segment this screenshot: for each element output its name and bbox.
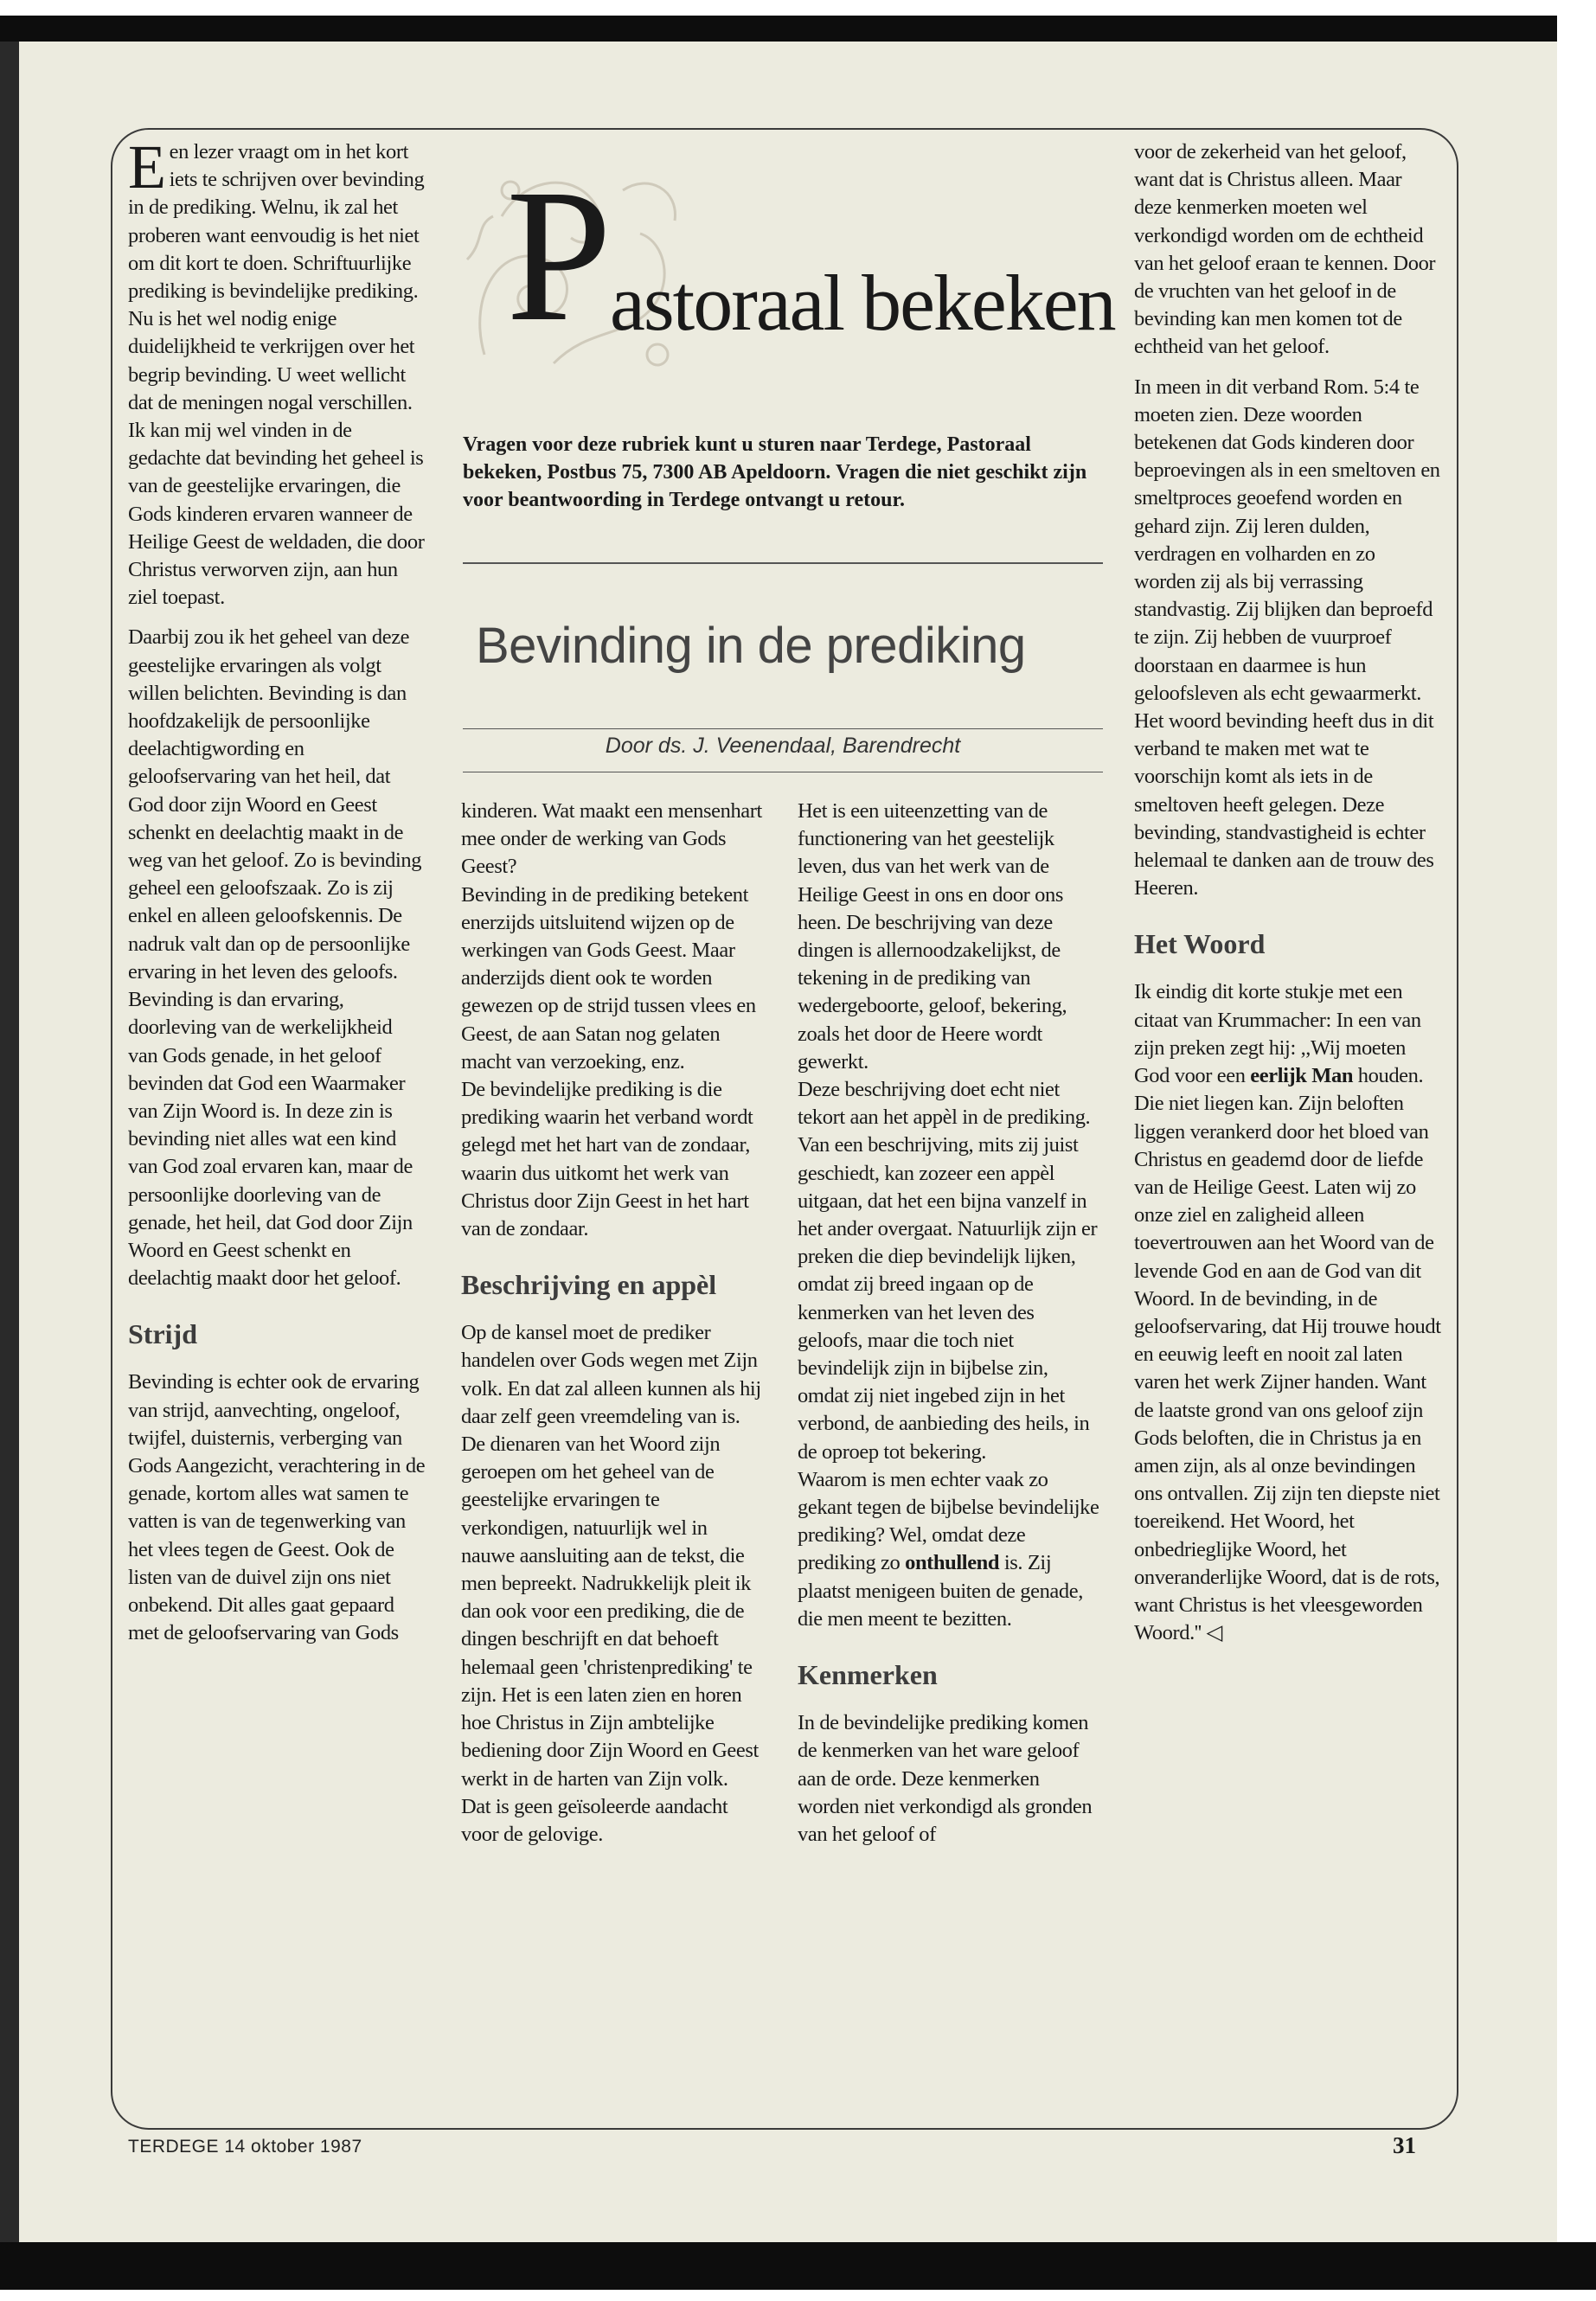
divider — [463, 728, 1103, 729]
paragraph: Deze beschrijving doet echt niet tekort aan het appèl in de prediking. Van een beschrijving, mits zij juist geschiedt, kan zozeer een appèl uitgaan, dat het een bijna vanzelf in het ander overgaat. Natuurlijk zijn er preken die diep bevindelijk lijken, omdat zij breed ingaan op de kenmerken van het leven des geloofs, maar die toch niet bevindelijk zijn in bijbelse zin, omdat zij niet ingebed zijn in het verbond, de aanbieding des heils, in de oproep tot bekering. — [798, 1078, 1098, 1464]
paragraph: voor de zekerheid van het geloof, want dat is Christus alleen. Maar deze kenmerken moeten wel verkondigd worden om de echtheid van het geloof eraan te kennen. Door de vruchten van het geloof in de bevinding kan men komen tot de echtheid van het geloof. — [1134, 140, 1436, 359]
paragraph: en lezer vraagt om in het kort iets te schrijven over bevinding in de prediking. Welnu, ik zal het proberen want eenvoudig is het niet om dit kort te doen. Schriftuurlijke prediking is bevindelijke prediking. Nu is het wel nodig enige duidelijkheid te verkrijgen over het begrip bevinding. U weet wellicht dat de meningen nogal verschillen. Ik kan mij wel vinden in de gedachte dat bevinding het geheel is van de geestelijke ervaringen, die Gods kinderen ervaren wanneer de Heilige Geest de weldaden, die door Christus verworven zijn, aan hun ziel toepast. — [128, 140, 425, 610]
paragraph: Bevinding is dan ervaring, doorleving van de werkelijkheid van Gods genade, in het geloof bevinden dat God een Waarmaker van Zijn Woord is. In deze zin is bevinding niet alles wat een kind van God zoal ervaren kan, maar de persoonlijke doorleving van de genade, het heil, dat God door Zijn Woord en Geest schenkt en deelachtig maakt door het geloof. — [128, 988, 413, 1291]
column-2 — [461, 798, 764, 1849]
article-title: Bevinding in de prediking — [476, 618, 1026, 674]
paragraph: kinderen. Wat maakt een mensenhart mee onder de werking van Gods Geest? — [461, 799, 762, 879]
paragraph: In meen in dit verband Rom. 5:4 te moeten zien. Deze woorden betekenen dat Gods kinderen door beproevingen als in een smeltoven en smeltproces geoefend worden en gehard zijn. Zij leren dulden, verdragen en volharden en zo worden zij als bij verrassing standvastig. Zij blijken dan beproefd te zijn. Zij hebben de vuurproef doorstaan en daarmee is hun geloofsleven als echt gewaarmerkt. Het woord bevinding heeft dus in dit verband te maken met wat te voorschijn komt als iets in de smeltoven heeft gelegen. Deze bevinding, standvastigheid is echter helemaal te danken aan de trouw des Heeren. — [1134, 375, 1440, 901]
paragraph: Daarbij zou ik het geheel van deze geestelijke ervaringen als volgt willen belichten. Bevinding is dan hoofdzakelijk de persoonlijke deelachtigwording en geloofservaring van het heil, dat God door zijn Woord en Geest schenkt en deelachtig maakt in de weg van het geloof. Zo is bevinding geheel een geloofszaak. Zo is zij enkel en alleen geloofskennis. De nadruk valt dan op de persoonlijke ervaring in het leven des geloofs. — [128, 625, 422, 984]
title-initial: P — [506, 150, 612, 361]
paragraph: Het is een uiteenzetting van de functionering van het geestelijk leven, dus van het werk van de Heilige Geest in ons en door ons heen. De beschrijving van deze dingen is allernoodzakelijkst, de tekening in de prediking van wedergeboorte, geloof, bekering, zoals het door de Heere wordt gewerkt. — [798, 799, 1067, 1074]
page-number: 31 — [1393, 2132, 1416, 2158]
section-heading: Het Woord — [1134, 928, 1266, 960]
drop-cap: E — [128, 132, 166, 202]
scan-bottom-border — [0, 2242, 1596, 2290]
publication-info: TERDEGE 14 oktober 1987 — [128, 2137, 362, 2157]
paragraph: Ik eindig dit korte stukje met een citaat van Krummacher: In een van zijn preken zegt hij: ,,Wij moeten God voor een eerlijk Man houden. Die niet liegen kan. Zijn beloften liggen verankerd door het bloed van Christus en geademd door de liefde van de Heilige Geest. Laten wij zo onze ziel en zaligheid alleen toevertrouwen aan het Woord van de levende God en aan de God van dit Woord. In de bevinding, in de geloofservaring, dat Hij trouwe houdt en eeuwig leeft en nooit zal laten varen het werk Zijner handen. Want de laatste grond van ons geloof zijn Gods beloften, die in Christus ja en amen zijn, als al onze bevindingen ons ontvallen. Zij zijn ten diepste niet toereikend. Het Woord, het onbedrieglijke Woord, het onveranderlijke Woord, dat is de rots, want Christus is het vleesgeworden Woord.'' ◁ — [1134, 980, 1441, 1645]
scan-left-border — [0, 42, 19, 2242]
submission-info: Vragen voor deze rubriek kunt u sturen naar Terdege, Pastoraal bekeken, Postbus 75, 7300 AB Apeldoorn. Vragen die niet geschikt zijn voor beantwoording in Terdege ontvangt u retour. — [463, 433, 1087, 511]
paragraph: Dat is geen geïsoleerde aandacht voor de gelovige. — [461, 1794, 728, 1846]
divider — [463, 562, 1103, 564]
paragraph: Bevinding in de prediking betekent enerzijds uitsluitend wijzen op de werkingen van Gods Geest. Maar anderzijds dient ook te worden gewezen op de strijd tussen vlees en Geest, de aan Satan nog gelaten macht van verzoeking, enz. — [461, 882, 756, 1074]
paragraph: De bevindelijke prediking is die prediking waarin het verband wordt gelegd met het hart van de zondaar, waarin dus uitkomt het werk van Christus door Zijn Geest in het hart van de zondaar. — [461, 1078, 753, 1241]
emphasis: onthullend — [905, 1551, 1000, 1575]
page-title: astoraal bekeken — [610, 259, 1115, 347]
paragraph: Op de kansel moet de prediker handelen over Gods wegen met Zijn volk. En dat zal alleen kunnen als hij daar zelf geen vreemdeling van is. De dienaren van het Woord zijn geroepen om het geheel van de geestelijke ervaringen te verkondigen, natuurlijk wel in nauwe aansluiting aan de tekst, die men bepreekt. Nadrukkelijk pleit ik dan ook voor een prediking, die de dingen beschrijft en dat behoeft helemaal geen 'christenprediking' te zijn. Het is een laten zien en horen hoe Christus in Zijn ambtelijke bediening door Zijn Woord en Geest werkt in de harten van Zijn volk. — [461, 1321, 761, 1791]
column-1 — [128, 132, 426, 1647]
section-heading: Beschrijving en appèl — [461, 1269, 717, 1301]
paragraph: In de bevindelijke prediking komen de kenmerken van het ware geloof aan de orde. Deze kenmerken worden niet verkondigd als gronden van het geloof of — [798, 1711, 1093, 1846]
column-4 — [1134, 138, 1441, 1647]
column-3 — [798, 798, 1100, 1849]
scan-top-border — [0, 16, 1557, 42]
section-heading: Strijd — [128, 1318, 197, 1350]
section-heading: Kenmerken — [798, 1659, 938, 1691]
byline: Door ds. J. Veenendaal, Barendrecht — [605, 734, 961, 758]
paragraph: Bevinding is echter ook de ervaring van strijd, aanvechting, ongeloof, twijfel, duisternis, verberging van Gods Aangezicht, verachtering in de genade, kortom alles wat samen te vatten is van de tegenwerking van het vlees tegen de Geest. Ook de listen van de duivel zijn ons niet onbekend. Dit alles gaat gepaard met de geloofservaring van Gods — [128, 1370, 426, 1645]
paragraph: Waarom is men echter vaak zo gekant tegen de bijbelse bevindelijke prediking? Wel, omdat deze prediking zo onthullend is. Zij plaatst menigeen buiten de genade, die men meent te bezitten. — [798, 1467, 1099, 1631]
emphasis: eerlijk Man — [1250, 1064, 1354, 1088]
